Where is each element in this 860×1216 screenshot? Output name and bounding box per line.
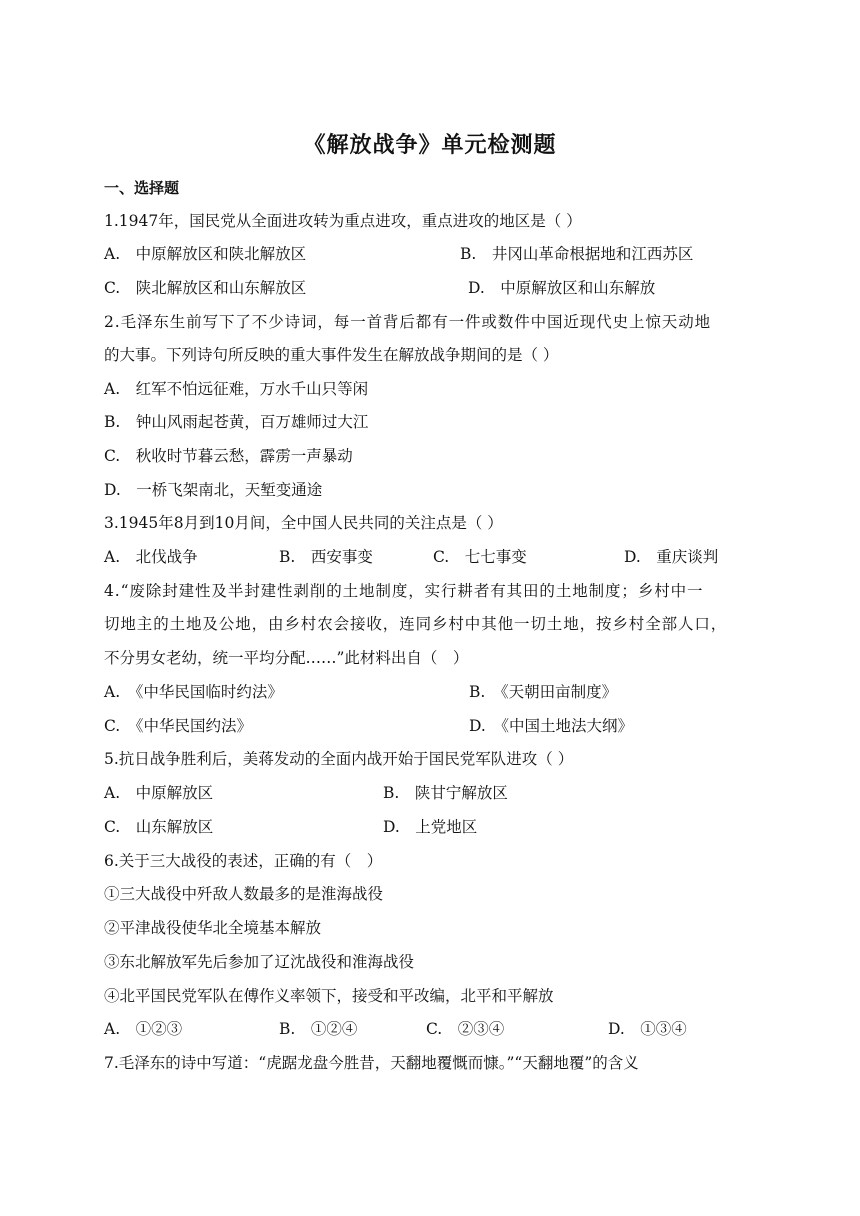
question-4-stem-line2: 切地主的土地及公地，由乡村农会接收，连同乡村中其他一切土地，按乡村全部人口， [104, 615, 728, 633]
question-2-stem-line1: 2.毛泽东生前写下了不少诗词，每一首背后都有一件或数件中国近现代史上惊天动地 [104, 313, 711, 331]
question-6-statement-3: ③东北解放军先后参加了辽沈战役和淮海战役 [104, 953, 415, 971]
question-3-option-d: D. 重庆谈判 [624, 548, 719, 566]
question-6-statement-2: ②平津战役使华北全境基本解放 [104, 919, 322, 937]
question-6-stem: 6.关于三大战役的表述，正确的有（ ） [104, 852, 383, 870]
question-4-option-b: B. 《天朝田亩制度》 [469, 683, 618, 701]
question-6-option-d: D. ①③④ [608, 1020, 687, 1038]
question-5-option-b: B. 陕甘宁解放区 [383, 784, 508, 802]
question-3-option-a: A. 北伐战争 [104, 548, 198, 566]
question-3-stem: 3.1945年8月到10月间，全中国人民共同的关注点是（ ） [104, 514, 503, 532]
question-2-option-a: A. 红军不怕远征难，万水千山只等闲 [104, 380, 369, 398]
question-1-option-d: D. 中原解放区和山东解放 [468, 279, 656, 297]
question-4-option-c: C. 《中华民国约法》 [104, 717, 252, 735]
question-2-option-d: D. 一桥飞架南北，天堑变通途 [104, 481, 323, 499]
question-3-option-b: B. 西安事变 [279, 548, 373, 566]
question-5-option-a: A. 中原解放区 [104, 784, 214, 802]
question-3-option-c: C. 七七事变 [433, 548, 527, 566]
page-title: 《解放战争》单元检测题 [303, 133, 557, 158]
question-4-option-a: A. 《中华民国临时约法》 [104, 683, 283, 701]
question-4-option-d: D. 《中国土地法大纲》 [469, 717, 634, 735]
question-6-statement-4: ④北平国民党军队在傅作义率领下，接受和平改编，北平和平解放 [104, 987, 554, 1005]
question-2-option-c: C. 秋收时节暮云愁，霹雳一声暴动 [104, 447, 353, 465]
question-1-option-b: B. 井冈山革命根据地和江西苏区 [460, 245, 694, 263]
section-heading: 一、选择题 [104, 179, 180, 197]
question-5-stem: 5.抗日战争胜利后，美蒋发动的全面内战开始于国民党军队进攻（ ） [104, 750, 574, 768]
question-7-stem: 7.毛泽东的诗中写道：“虎踞龙盘今胜昔，天翻地覆慨而慷。”“天翻地覆”的含义 [104, 1054, 639, 1072]
question-5-option-c: C. 山东解放区 [104, 818, 214, 836]
question-2-stem-line2: 的大事。下列诗句所反映的重大事件发生在解放战争期间的是（ ） [104, 346, 559, 364]
question-6-statement-1: ①三大战役中歼敌人数最多的是淮海战役 [104, 885, 384, 903]
question-2-option-b: B. 钟山风雨起苍黄，百万雄师过大江 [104, 413, 369, 431]
question-1-stem: 1.1947年，国民党从全面进攻转为重点进攻，重点进攻的地区是（ ） [104, 212, 582, 230]
question-1-option-c: C. 陕北解放区和山东解放区 [104, 279, 307, 297]
question-5-option-d: D. 上党地区 [383, 818, 478, 836]
question-6-option-a: A. ①②③ [104, 1020, 183, 1038]
question-4-stem-line1: 4.“废除封建性及半封建性剥削的土地制度，实行耕者有其田的土地制度；乡村中一 [104, 582, 704, 600]
question-6-option-c: C. ②③④ [426, 1020, 505, 1038]
question-4-stem-line3: 不分男女老幼，统一平均分配……”此材料出自（ ） [104, 649, 469, 667]
question-6-option-b: B. ①②④ [279, 1020, 358, 1038]
question-1-option-a: A. 中原解放区和陕北解放区 [104, 245, 307, 263]
